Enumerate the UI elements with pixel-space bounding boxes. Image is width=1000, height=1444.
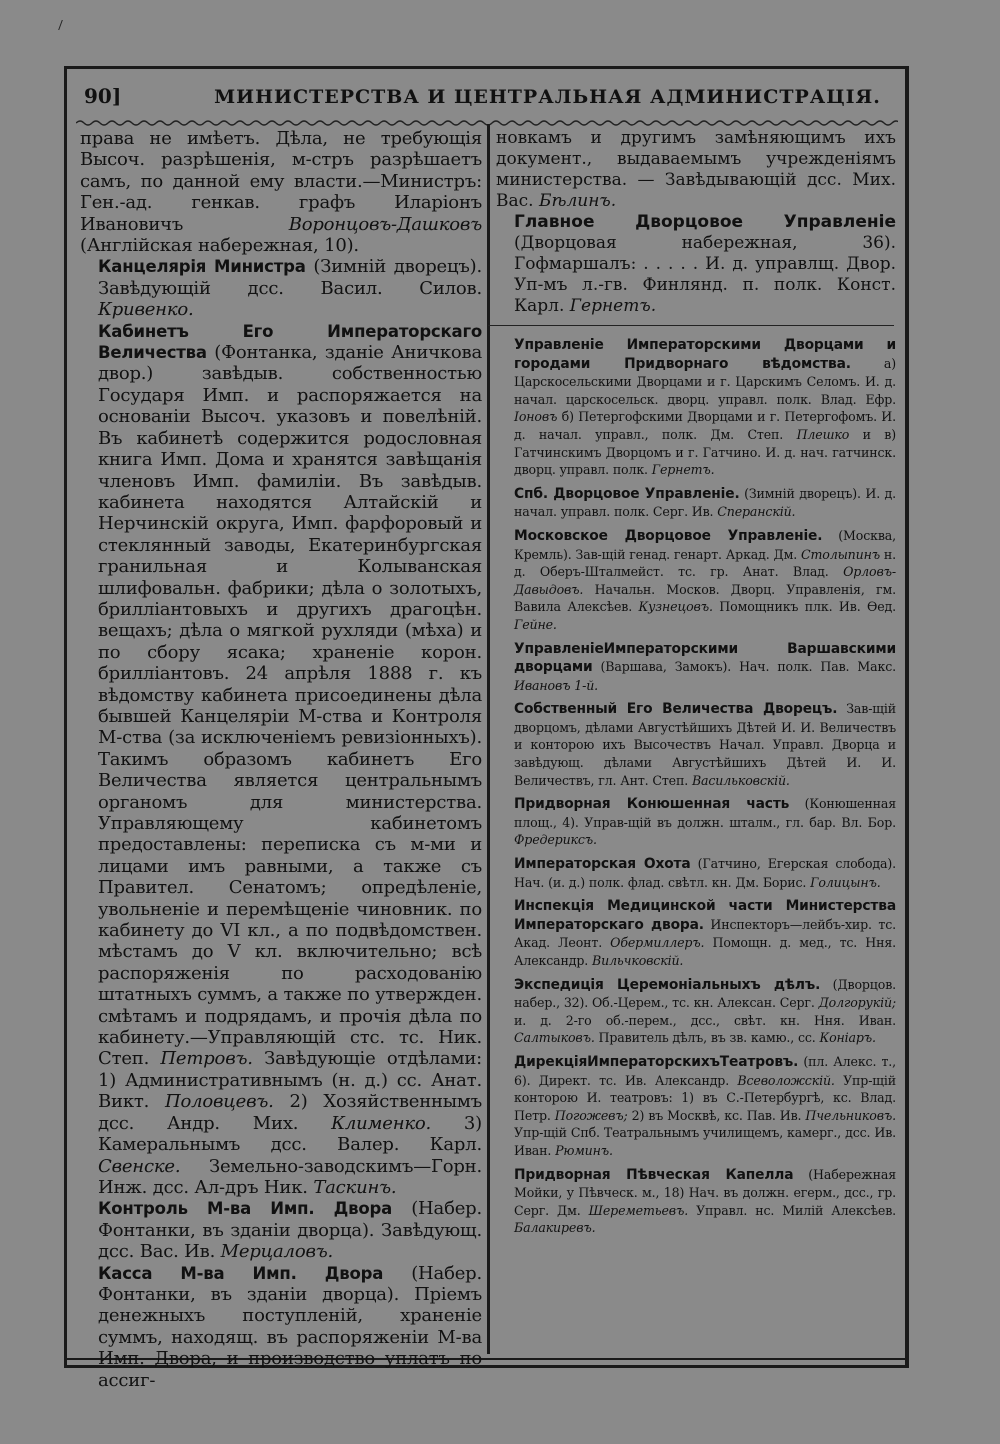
person-name: Вильчковскій.: [592, 953, 684, 968]
entry-spb-palace: [496, 485, 896, 521]
entry-text: Завѣдующіе отдѣлами: 1) Административнымъ (н. д.) сс. Анат. Викт.: [98, 1048, 482, 1113]
entry-text: (Зимній дворецъ). Завѣдующій дсс. Васил. Силов.: [98, 256, 482, 299]
entry-text: Инспекторъ—лейбъ-хир. тс. Акад. Леонт.: [514, 916, 896, 951]
person-name: Плешко: [796, 426, 850, 442]
entry-warsaw-palaces: [496, 640, 896, 695]
entry-text: (Набережная Мойки, у Пѣвческ. м., 18) Нач. въ должн. егерм., дсс., гр. Серг. Дм.: [514, 1166, 896, 1218]
entry-text: новкамъ и другимъ замѣняющимъ ихъ документ., выдаваемымъ учрежденіямъ министерства. — Завѣдывающій дсс. Мих. Вас.: [496, 128, 896, 211]
entry-treasury: [80, 1263, 482, 1391]
entry-text: Управл. нс. Милій Алексѣев.: [688, 1202, 896, 1218]
person-name: Кузнецовъ.: [638, 599, 713, 615]
entry-text: Упр-щій конторою И. театровъ: 1) въ С.-Петербургѣ, кс. Влад. Петр.: [514, 1072, 896, 1123]
entry-text: Упр-щій Спб. Театральнымъ училищемъ, камерг., дсс. Ив. Иван.: [514, 1125, 896, 1158]
entry-heading: Спб. Дворцовое Управленіе.: [514, 485, 740, 502]
entry-text: (Гатчино, Егерская слобода). Нач. (и. д.) полк. флад. свѣтл. кн. Дм. Борис.: [514, 856, 896, 890]
person-name: Мерцаловъ.: [220, 1241, 334, 1263]
entry-text: н. д. Оберъ-Шталмейст. тс. гр. Анат. Влад.: [514, 546, 896, 580]
entry-text: (Дворцовая набережная, 36). Гофмаршалъ: . . . . . И. д. управлщ. Двор. Уп-мъ л.-гв. Финлянд. п. полк. Конст. Карл.: [514, 233, 896, 316]
entry-text: Помощникъ плк. Ив. Ѳед.: [712, 599, 896, 615]
left-column: [80, 128, 482, 1391]
person-name: Погожевъ;: [554, 1107, 628, 1123]
entry-text: (Москва, Кремль). Зав-щій генад. генарт. Аркад. Дм.: [514, 527, 897, 562]
entry-text: (Англійская набережная, 10).: [80, 235, 359, 257]
page-header: [84, 84, 896, 118]
entry-text: Земельно-заводскимъ—Горн. Инж. дсс. Ал-дръ Ник.: [98, 1155, 482, 1198]
entry-text: (Варшава, Замокъ). Нач. полк. Пав. Макс.: [592, 659, 896, 675]
column-divider: [487, 124, 490, 1354]
entry-text: (Набер. Фонтанки, въ зданіи дворца). Пріемъ денежныхъ поступленій, храненіе суммъ, находящ. въ распоряженіи М-ва Имп. Двора, и производство уплатъ по ассиг-: [98, 1262, 483, 1391]
entry-text: (пл. Алекс. т., 6). Директ. тс. Ив. Александр.: [514, 1053, 896, 1088]
person-name: Бѣлинъ.: [538, 191, 617, 211]
entry-heading: Экспедиція Церемоніальныхъ дѣлъ.: [514, 976, 821, 993]
entry-text: Начальн. Москов. Дворц. Управленія, гм. Вавила Алексѣев.: [514, 581, 896, 615]
entry-heading: Контроль М-ва Имп. Двора: [98, 1199, 393, 1219]
person-name: Воронцовъ-Дашковъ: [288, 213, 482, 235]
entry-chancellery: [80, 256, 482, 320]
entry-heading: Придворная Конюшенная часть: [514, 796, 790, 813]
entry-minister: [80, 128, 482, 256]
entry-heading: Инспекція Медицинской части Министерства Императорскаго двора.: [514, 898, 896, 933]
entry-text: (Фонтанка, зданіе Аничкова двор.) завѣдыв. собственностью Государя Имп. и распоряжается на основаніи Высоч. указовъ и повелѣній. Въ кабинетѣ содержится родословная книга Имп. Дома и хранятся завѣщанія членовъ Имп. фамиліи. Въ завѣдыв. кабинета находятся Алтайскій и Нерчинскій округа, Имп. фарфоровый и стеклянный заводы, Екатеринбургская гранильная и Колыванская шлифовальн. фабрики; дѣла о золотыхъ, брилліантовыхъ и другихъ драгоцѣн. вещахъ; дѣла о мягкой рухляди (мѣха) и по сбору ясака; храненіе корон. брилліантовъ. 24 апрѣля 1888 г. къ вѣдомству кабинета присоединены дѣла бывшей Канцеляріи М-ства и Контроля М-ства (за исключеніемъ ревизіонныхъ). Такимъ образомъ кабинетъ Его Величества является центральнымъ органомъ для министерства. Управляющему кабинетомъ предоставлены: переписка съ м-ми и лицами имъ равными, а также съ Правител. Сенатомъ; опредѣленіе, увольненіе и перемѣщеніе чиновник. по кабинету до VI кл., а по подвѣдомствен. мѣстамъ до V кл. включительно; всѣ распоряженія по расходованію штатныхъ суммъ, а также по утвержден. смѣтамъ и подрядамъ, и прочія дѣла по кабинету.—Управляющій стс. тс. Ник. Степ.: [98, 342, 482, 1070]
person-name: Гейне.: [514, 616, 557, 632]
entry-own-palace: [496, 700, 896, 789]
entry-heading: Придворная Пѣвческая Капелла: [514, 1166, 794, 1183]
person-name: Рюминъ.: [555, 1142, 613, 1158]
person-name: Балакиревъ.: [514, 1220, 596, 1236]
person-name: Петровъ.: [160, 1048, 253, 1070]
entry-heading: Управленіе Императорскими Дворцами и городами Придворнаго вѣдомства.: [514, 337, 896, 372]
entry-text: 2) Хозяйственнымъ дсс. Андр. Мих.: [98, 1091, 482, 1134]
person-name: Коніаръ.: [819, 1030, 876, 1046]
person-name: Голицынъ.: [810, 874, 881, 890]
entry-text: Помощн. д. мед., тс. Ння. Александр.: [514, 935, 897, 968]
person-name: Салтыковъ.: [514, 1030, 595, 1046]
person-name: Орловъ-Давыдовъ.: [514, 564, 896, 597]
entry-text: Зав-щій дворцомъ, дѣлами Августѣйшихъ Дѣтей И. И. Величествъ и конторою ихъ Высочествъ Начал. Управл. Дворца и завѣдующ. дѣлами Августѣйшихъ Дѣтей И. И. Величествъ, гл. Ант. Степ.: [514, 701, 896, 788]
entry-text: б) Петергофскими Дворцами и г. Петергофомъ. И. д. начал. управл., полк. Дм. Степ.: [514, 409, 896, 442]
entry-text: (Зимній дворецъ). И. д. начал. управл. полк. Серг. Ив.: [514, 485, 897, 520]
person-name: Долгорукій;: [818, 995, 896, 1011]
entry-treasury-cont: [496, 128, 896, 212]
entry-theatres: [496, 1053, 896, 1160]
entry-heading: Императорская Охота: [514, 856, 691, 873]
section-divider: [488, 325, 894, 326]
entry-hunt: [496, 855, 896, 891]
margin-mark: [58, 20, 67, 30]
person-name: Всеволожскій.: [737, 1072, 835, 1088]
person-name: Фредериксъ.: [514, 832, 597, 848]
person-name: Іоновъ: [514, 409, 558, 425]
entry-text: и. д. 2-го об.-перем., дсс., свѣт. кн. Ння. Иван.: [514, 1012, 896, 1028]
entry-heading: Собственный Его Величества Дворецъ.: [514, 701, 838, 718]
person-name: Половцевъ.: [164, 1091, 274, 1113]
entry-text: а) Царскосельскими Дворцами и г. Царскимъ Селомъ. И. д. начал. царскосельск. дворц. управл. полк. Влад. Ефр.: [514, 355, 896, 407]
entry-heading: Московское Дворцовое Управленіе.: [514, 527, 823, 544]
entry-medical: [496, 897, 896, 969]
person-name: Кривенко.: [98, 299, 194, 321]
person-name: Гернетъ.: [569, 296, 657, 316]
entry-heading: ДирекціяИмператорскихъТеатровъ.: [514, 1053, 799, 1070]
entry-heading: Касса М-ва Имп. Двора: [98, 1263, 384, 1283]
entry-moscow-palace: [496, 527, 896, 634]
entry-ceremonial: [496, 976, 896, 1047]
person-name: Пчельниковъ.: [805, 1107, 896, 1123]
person-name: Обермиллеръ.: [610, 935, 705, 951]
entry-text: 2) въ Москвѣ, кс. Пав. Ив.: [627, 1107, 806, 1123]
entry-cabinet: [80, 321, 482, 1199]
entry-text: (Набер. Фонтанки, въ зданіи дворца). Завѣдующ. дсс. Вас. Ив.: [98, 1198, 482, 1263]
entry-control: [80, 1198, 482, 1262]
entry-text: (Конюшенная площ., 4). Управ-щій въ должн. шталм., гл. бар. Вл. Бор.: [514, 796, 896, 830]
person-name: Таскинъ.: [313, 1176, 397, 1198]
person-name: Шереметьевъ.: [588, 1202, 689, 1218]
person-name: Сперанскій.: [717, 504, 796, 520]
entry-text: права не имѣетъ. Дѣла, не требующія Высоч. разрѣшенія, м-стръ разрѣшаетъ самъ, по данной ему власти.—Министръ: Ген.-ад. генкав. графъ Иларіонъ Ивановичъ: [80, 128, 482, 235]
entry-text: и в) Гатчинскимъ Дворцомъ и г. Гатчино. И. д. нач. гатчинск. дворц. управл. полк.: [514, 426, 897, 478]
entry-text: (Дворцов. набер., 32). Об.-Церем., тс. кн. Алексан. Серг.: [514, 976, 896, 1011]
entry-stables: [496, 795, 896, 849]
person-name: Клименко.: [331, 1112, 432, 1134]
running-title: МИНИСТЕРСТВА И ЦЕНТРАЛЬНАЯ АДМИНИСТРАЦІЯ.: [214, 86, 881, 108]
entry-heading: Главное Дворцовое Управленіе: [514, 212, 896, 232]
entry-chapel: [496, 1166, 896, 1237]
person-name: Столыпинъ: [801, 546, 880, 562]
right-column: [496, 128, 896, 1237]
person-name: Гернетъ.: [651, 462, 715, 478]
entry-text: 3) Камеральнымъ дсс. Валер. Карл.: [98, 1112, 482, 1156]
person-name: Васильковскій.: [691, 772, 790, 788]
entry-palaces-towns: [496, 336, 896, 479]
entry-heading: УправленіеИмператорскими Варшавскими дворцами: [514, 640, 896, 676]
page-number: 90]: [84, 84, 122, 108]
entry-main-palace: [496, 212, 896, 317]
entry-heading: Кабинетъ Его Императорскаго Величества: [98, 321, 482, 363]
person-name: Свенске.: [98, 1155, 181, 1177]
entry-heading: Канцелярія Министра: [98, 257, 306, 277]
person-name: Ивановъ 1-й.: [514, 677, 599, 693]
entry-text: Правитель дѣлъ, въ зв. камю., сс.: [594, 1030, 820, 1046]
